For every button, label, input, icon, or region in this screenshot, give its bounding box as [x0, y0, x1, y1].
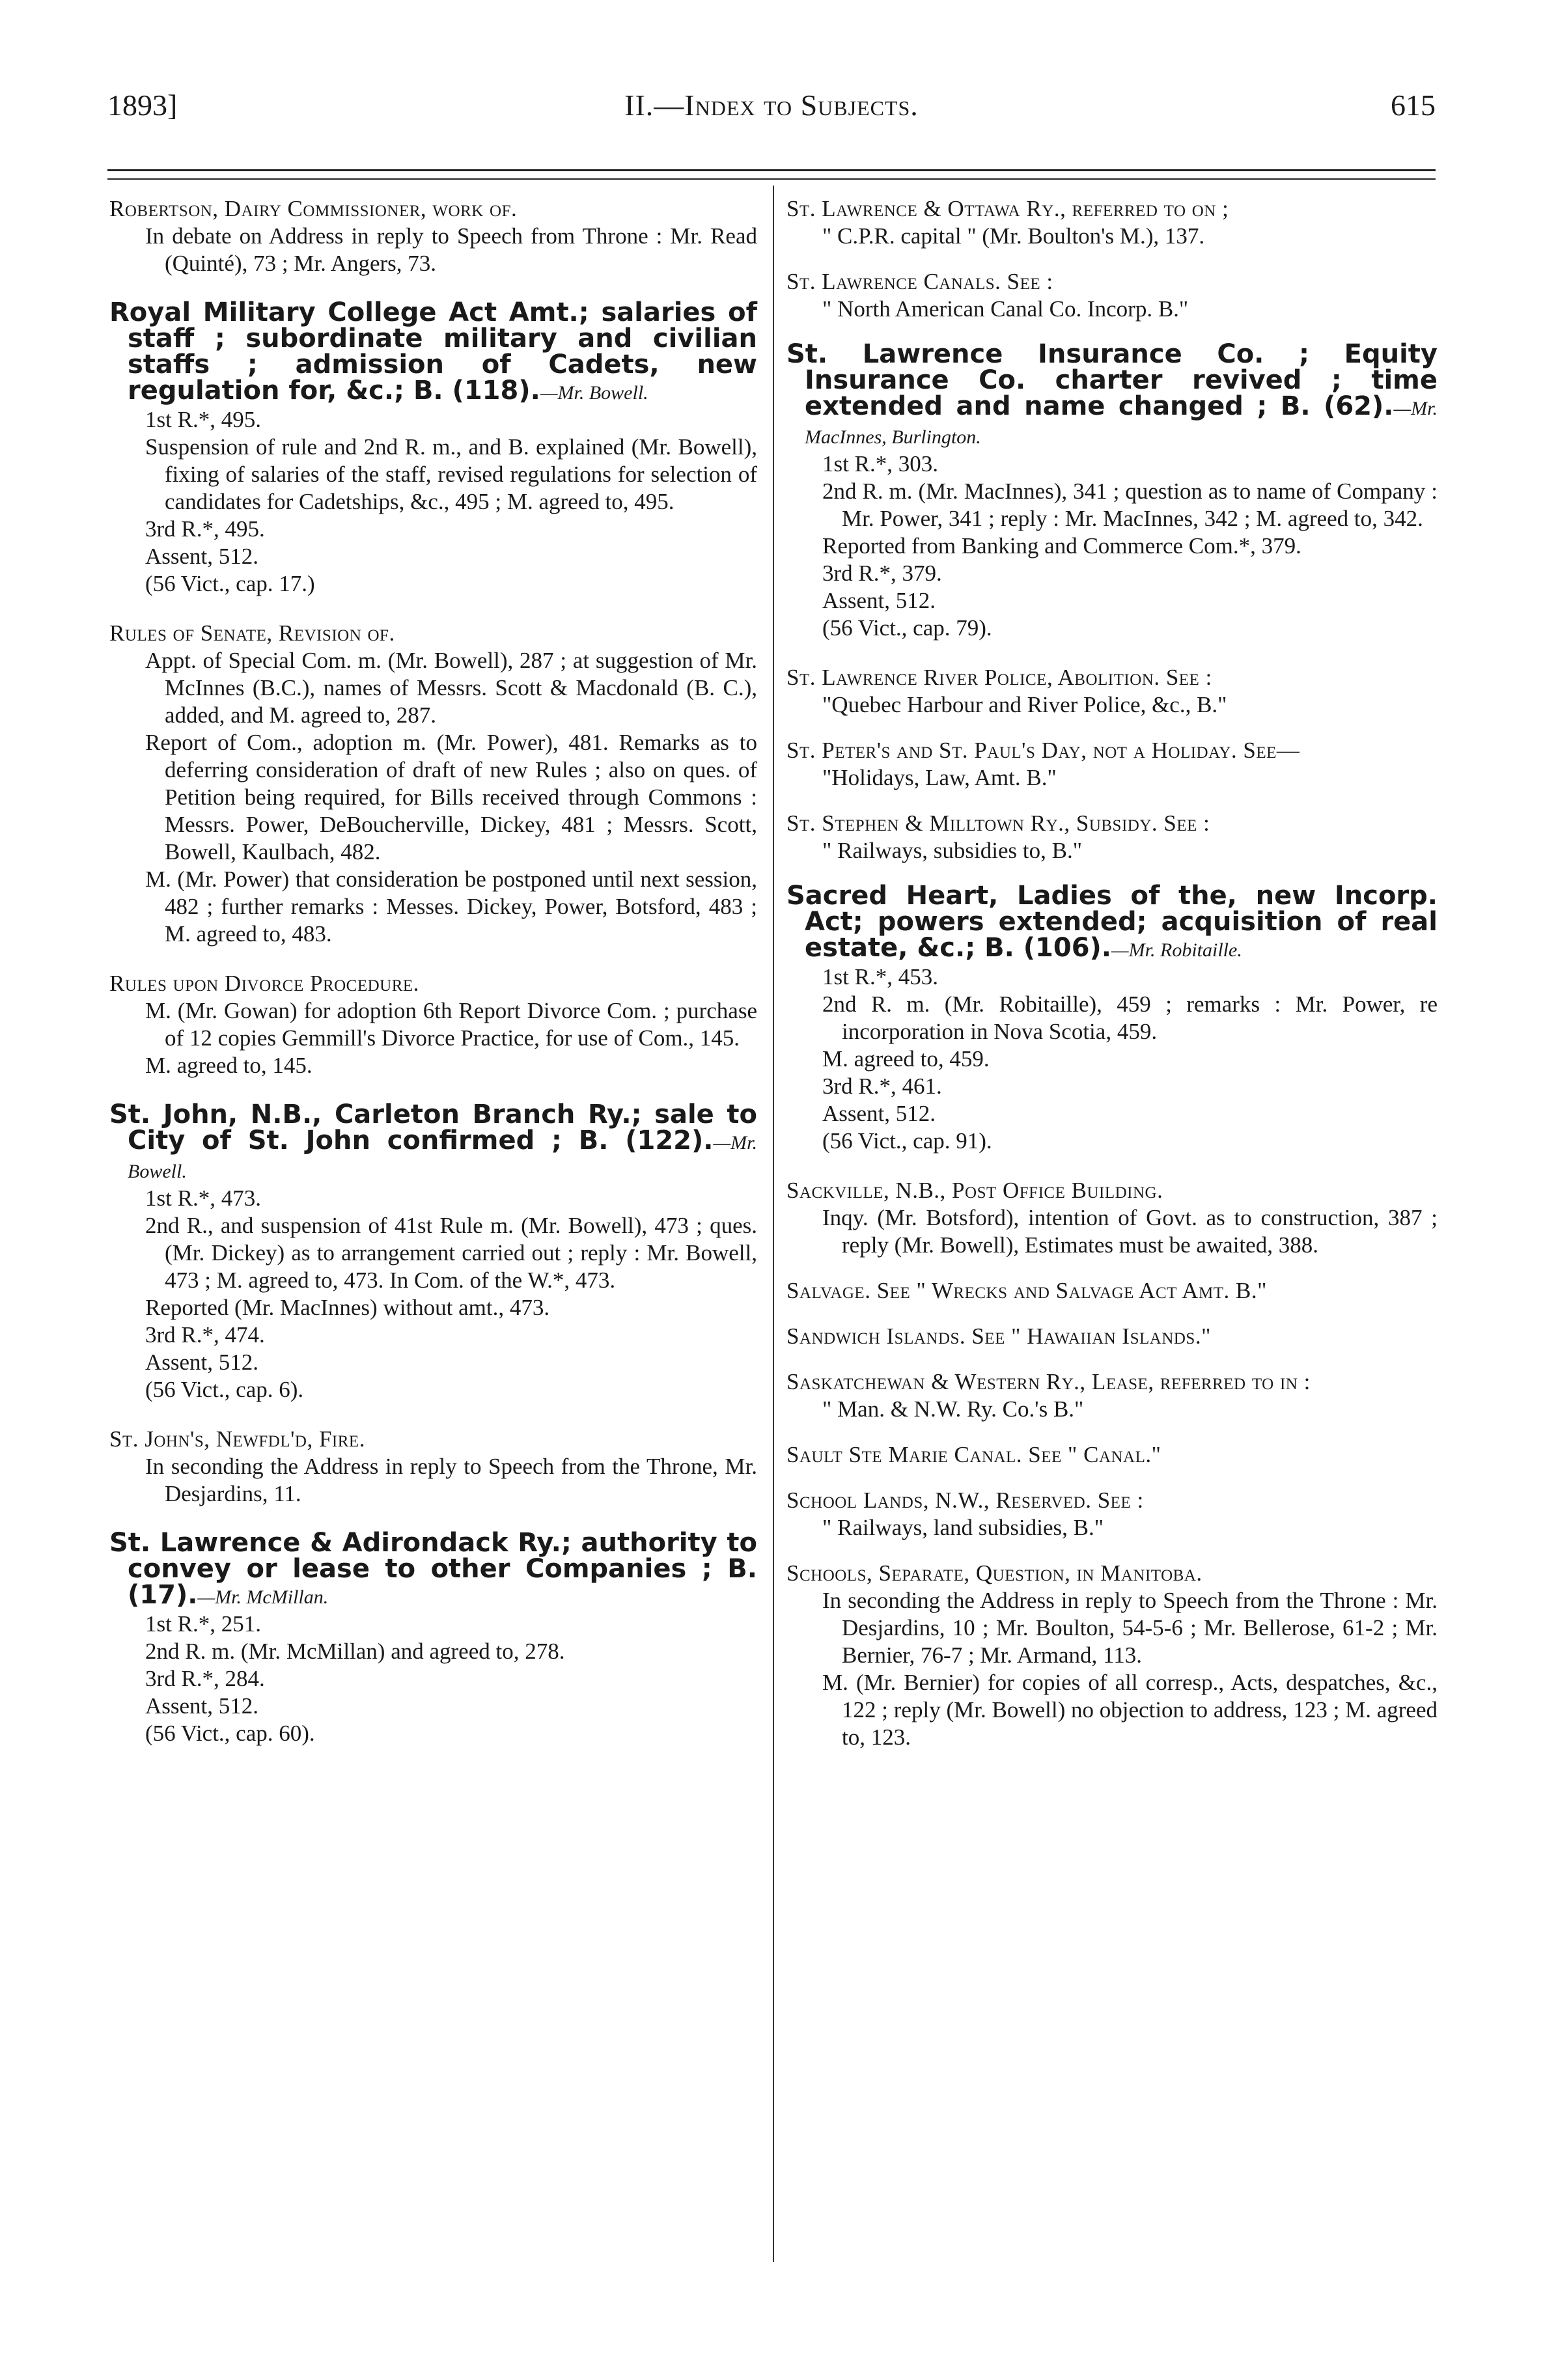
- entry-line: (56 Vict., cap. 79).: [822, 615, 992, 641]
- entry-line: 1st R.*, 303.: [822, 451, 938, 477]
- index-entry: [786, 664, 1438, 719]
- index-entry: [786, 883, 1438, 1155]
- entry-line: M. agreed to, 145.: [145, 1053, 313, 1078]
- entry-line: "Quebec Harbour and River Police, &c., B.": [822, 692, 1227, 717]
- entry-heading: St. Lawrence & Ottawa Ry., referred to on ;: [786, 196, 1229, 221]
- entry-line: 2nd R. m. (Mr. Robitaille), 459 ; remarks : Mr. Power, re incorporation in Nova Scotia, 459.: [822, 991, 1438, 1044]
- index-entry: [109, 1530, 757, 1747]
- entry-line: M. (Mr. Power) that consideration be postponed until next session, 482 ; further remarks : Messes. Dickey, Power, Botsford, 483 ; M. agreed to, 483.: [145, 866, 757, 947]
- entry-line: Inqy. (Mr. Botsford), intention of Govt. as to construction, 387 ; reply (Mr. Bowell), Estimates must be awaited, 388.: [822, 1205, 1438, 1258]
- index-entry: [786, 737, 1438, 792]
- entry-author: —Mr. Bowell.: [128, 1132, 757, 1182]
- index-entry: [786, 1368, 1438, 1423]
- entry-line: Assent, 512.: [145, 1693, 259, 1719]
- entry-author: —Mr. Robitaille.: [1111, 939, 1242, 961]
- entry-heading: Saskatchewan & Western Ry., Lease, referred to in :: [786, 1369, 1311, 1394]
- index-entry: [786, 1560, 1438, 1751]
- entry-bold-heading: [786, 341, 1438, 450]
- entry-line: M. agreed to, 459.: [822, 1046, 990, 1072]
- entry-heading: St. Lawrence Canals. See :: [786, 269, 1053, 294]
- entry-line: "Holidays, Law, Amt. B.": [822, 765, 1057, 790]
- bold-heading-text: St. Lawrence Insurance Co. ; Equity Insurance Co. charter revived ; time extended and name changed ; B. (62).: [786, 339, 1438, 421]
- entry-line: 1st R.*, 495.: [145, 407, 261, 432]
- entry-line: 1st R.*, 453.: [822, 964, 938, 989]
- index-entry: [786, 1487, 1438, 1542]
- bold-heading-text: Sacred Heart, Ladies of the, new Incorp. Act; powers extended; acquisition of real estate, &c.; B. (106).: [786, 881, 1438, 963]
- entry-line: Assent, 512.: [145, 544, 259, 569]
- bold-heading-text: St. John, N.B., Carleton Branch Ry.; sale to City of St. John confirmed ; B. (122).: [109, 1100, 757, 1155]
- entry-line: Assent, 512.: [822, 1101, 936, 1126]
- index-entry: [109, 620, 757, 948]
- entry-line: Assent, 512.: [145, 1349, 259, 1375]
- entry-line: (56 Vict., cap. 17.): [145, 571, 315, 596]
- entry-line: Suspension of rule and 2nd R. m., and B. explained (Mr. Bowell), fixing of salaries of the staff, revised regulations for selection of candidates for Cadetships, &c., 495 ; M. agreed to, 495.: [145, 434, 757, 514]
- entry-heading: Sackville, N.B., Post Office Building.: [786, 1178, 1163, 1203]
- header-year: 1893]: [107, 89, 178, 122]
- entry-heading: Rules upon Divorce Procedure.: [109, 971, 419, 996]
- header-title: II.—Index to Subjects.: [624, 89, 919, 122]
- entry-heading: Schools, Separate, Question, in Manitoba.: [786, 1560, 1202, 1586]
- index-entry: [109, 970, 757, 1079]
- entry-line: In seconding the Address in reply to Speech from the Throne, Mr. Desjardins, 11.: [145, 1454, 757, 1506]
- index-entry: [786, 1177, 1438, 1259]
- index-entry: [786, 1323, 1438, 1350]
- bold-heading-text: St. Lawrence & Adirondack Ry.; authority to convey or lease to other Companies ; B. (17).: [109, 1528, 757, 1610]
- entry-line: M. (Mr. Bernier) for copies of all corresp., Acts, despatches, &c., 122 ; reply (Mr. Bowell) no objection to address, 123 ; M. agreed to, 123.: [822, 1670, 1438, 1750]
- column-divider: [773, 186, 774, 2262]
- entry-line: 2nd R. m. (Mr. McMillan) and agreed to, 278.: [145, 1639, 565, 1664]
- entry-line: Report of Com., adoption m. (Mr. Power), 481. Remarks as to deferring consideration of draft of new Rules ; also on ques. of Petition being required, for Bills received through Commons : Messrs. Power, DeBoucherville, Dickey, 481 ; Messrs. Scott, Bowell, Kaulbach, 482.: [145, 730, 757, 865]
- entry-line: In seconding the Address in reply to Speech from the Throne : Mr. Desjardins, 10 ; Mr. Boulton, 54-5-6 ; Mr. Bellerose, 61-2 ; Mr. Bernier, 76-7 ; Mr. Armand, 113.: [822, 1588, 1438, 1668]
- entry-line: " North American Canal Co. Incorp. B.": [822, 296, 1189, 322]
- header-page-number: 615: [1391, 89, 1436, 122]
- entry-line: " Man. & N.W. Ry. Co.'s B.": [822, 1396, 1084, 1422]
- entry-heading: Rules of Senate, Revision of.: [109, 620, 395, 646]
- entry-bold-heading: [786, 883, 1438, 963]
- entry-line: Reported (Mr. MacInnes) without amt., 473.: [145, 1295, 550, 1320]
- entry-heading: St. John's, Newfdl'd, Fire.: [109, 1426, 365, 1452]
- index-entry: [786, 1441, 1438, 1469]
- entry-author: —Mr. McMillan.: [197, 1586, 329, 1608]
- entry-line: 3rd R.*, 284.: [145, 1666, 265, 1691]
- entry-author: —Mr. MacInnes, Burlington.: [805, 398, 1438, 448]
- entry-line: 1st R.*, 473.: [145, 1185, 261, 1211]
- entry-line: (56 Vict., cap. 60).: [145, 1721, 315, 1746]
- entry-heading: Sandwich Islands. See " Hawaiian Islands.": [786, 1323, 1211, 1349]
- index-entry: [109, 1426, 757, 1508]
- entry-author: —Mr. Bowell.: [540, 382, 648, 404]
- entry-heading: St. Stephen & Milltown Ry., Subsidy. See :: [786, 810, 1210, 836]
- entry-heading: Salvage. See " Wrecks and Salvage Act Amt. B.": [786, 1278, 1267, 1303]
- entry-line: M. (Mr. Gowan) for adoption 6th Report Divorce Com. ; purchase of 12 copies Gemmill's Divorce Practice, for use of Com., 145.: [145, 998, 757, 1051]
- index-entry: [786, 341, 1438, 642]
- entry-line: " Railways, land subsidies, B.": [822, 1515, 1104, 1540]
- header-rule: [107, 169, 1436, 171]
- header-rule-lower: [107, 178, 1436, 180]
- index-entry: [786, 810, 1438, 865]
- entry-bold-heading: [109, 1101, 757, 1185]
- entry-bold-heading: [109, 299, 757, 406]
- index-entry: [109, 299, 757, 598]
- entry-line: 3rd R.*, 495.: [145, 516, 265, 542]
- entry-line: (56 Vict., cap. 6).: [145, 1377, 304, 1402]
- entry-heading: School Lands, N.W., Reserved. See :: [786, 1488, 1144, 1513]
- entry-heading: St. Peter's and St. Paul's Day, not a Holiday. See—: [786, 738, 1300, 763]
- entry-bold-heading: [109, 1530, 757, 1611]
- left-column: [109, 195, 757, 1769]
- entry-line: 3rd R.*, 461.: [822, 1073, 942, 1099]
- bold-heading-text: Royal Military College Act Amt.; salaries of staff ; subordinate military and civilian staffs ; admission of Cadets, new regulation for, &c.; B. (118).: [109, 298, 757, 406]
- entry-heading: Sault Ste Marie Canal. See " Canal.": [786, 1442, 1161, 1467]
- entry-line: 3rd R.*, 379.: [822, 560, 942, 586]
- index-entry: [786, 195, 1438, 250]
- entry-heading: St. Lawrence River Police, Abolition. See :: [786, 665, 1212, 690]
- entry-line: " Railways, subsidies to, B.": [822, 838, 1082, 863]
- entry-line: " C.P.R. capital " (Mr. Boulton's M.), 137.: [822, 223, 1205, 249]
- index-entry: [109, 195, 757, 277]
- entry-line: (56 Vict., cap. 91).: [822, 1128, 992, 1154]
- entry-line: 2nd R., and suspension of 41st Rule m. (Mr. Bowell), 473 ; ques. (Mr. Dickey) as to arrangement carried out ; reply : Mr. Bowell, 473 ; M. agreed to, 473. In Com. of the W.*, 473.: [145, 1213, 757, 1293]
- entry-heading: Robertson, Dairy Commissioner, work of.: [109, 196, 518, 221]
- entry-line: 2nd R. m. (Mr. MacInnes), 341 ; question as to name of Company : Mr. Power, 341 ; reply : Mr. MacInnes, 342 ; M. agreed to, 342.: [822, 478, 1438, 531]
- entry-line: Assent, 512.: [822, 588, 936, 613]
- page-header: [107, 88, 1436, 127]
- index-entry: [786, 268, 1438, 323]
- index-entry: [786, 1277, 1438, 1305]
- entry-line: 3rd R.*, 474.: [145, 1322, 265, 1348]
- index-entry: [109, 1101, 757, 1404]
- right-column: [786, 195, 1438, 1769]
- entry-line: 1st R.*, 251.: [145, 1611, 261, 1637]
- entry-line: In debate on Address in reply to Speech from Throne : Mr. Read (Quinté), 73 ; Mr. Angers, 73.: [145, 223, 757, 276]
- entry-line: Reported from Banking and Commerce Com.*, 379.: [822, 533, 1301, 559]
- entry-line: Appt. of Special Com. m. (Mr. Bowell), 287 ; at suggestion of Mr. McInnes (B.C.), names of Messrs. Scott & Macdonald (B. C.), added, and M. agreed to, 287.: [145, 648, 757, 728]
